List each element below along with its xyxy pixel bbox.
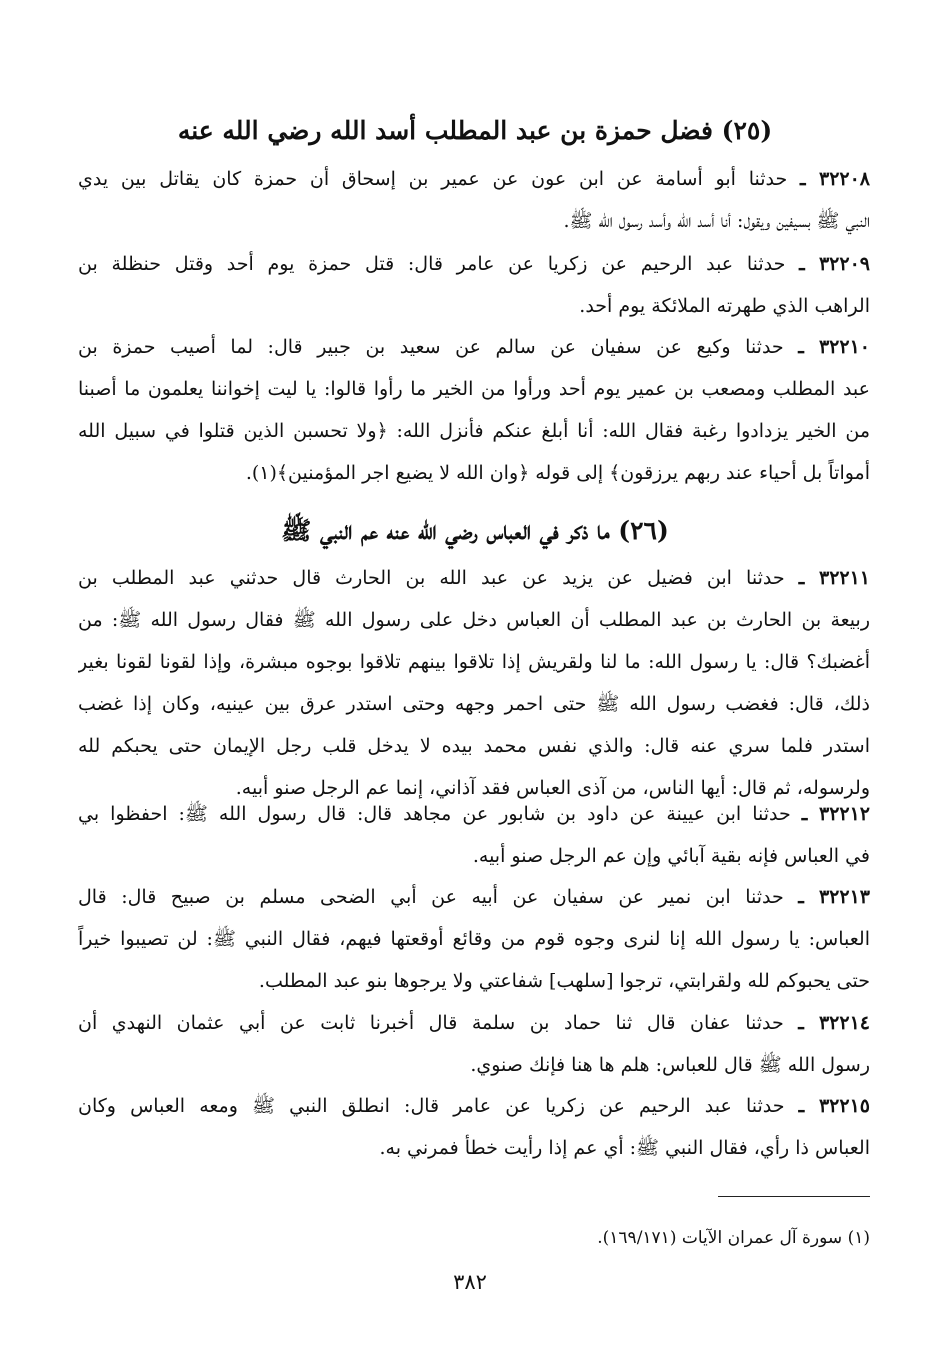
page-number: ٣٨٢ xyxy=(453,1270,487,1294)
hadith-line: استدر فلما سري عنه قال: والذي نفس محمد بيده لا يدخل قلب رجل الإيمان حتى يحبكم لله xyxy=(78,735,870,757)
hadith-line: حتى يحبوكم لله ولقرابتي، ترجوا [سلهب] شفاعتي ولا يرجوها بنو عبد المطلب. xyxy=(258,970,870,992)
hadith-line xyxy=(78,876,870,918)
hadith-32214 xyxy=(78,1002,870,1086)
hadith-32209 xyxy=(78,243,870,327)
hadith-line xyxy=(78,158,870,200)
hadith-line xyxy=(78,1002,870,1044)
hadith-text: حدثنا عبد الرحيم عن زكريا عن عامر قال: انطلق النبي ﷺ ومعه العباس وكان xyxy=(78,1095,785,1117)
hadith-number: ٣٢٢١٥ ـ xyxy=(798,1095,870,1117)
hadith-text: حدثنا ابن فضيل عن يزيد عن عبد الله بن الحارث قال حدثني عبد المطلب بن xyxy=(78,567,785,589)
hadith-text: حدثنا عبد الرحيم عن زكريا عن عامر قال: قتل حمزة يوم أحد وقتل حنظلة بن xyxy=(78,253,786,275)
hadith-text: حدثنا ابن عيينة عن داود بن شابور عن مجاهد قال: قال رسول الله ﷺ: احفظوا بي xyxy=(78,803,791,825)
hadith-line: أمواتاً بل أحياء عند ربهم يرزقون﴾ إلى قوله ﴿وان الله لا يضيع اجر المؤمنين﴾(١). xyxy=(245,462,870,484)
hadith-line: من الخير يزدادوا رغبة فقال الله: أنا أبلغ عنكم فأنزل الله: ﴿ولا تحسبن الذين قتلوا في سبيل الله xyxy=(78,420,870,442)
hadith-line: عبد المطلب ومصعب بن عمير يوم أحد ورأوا من الخير ما رأوا قالوا: يا ليت إخواننا يعلمون ما أصبنا xyxy=(78,378,870,400)
hadith-text: حدثنا عفان قال ثنا حماد بن سلمة قال أخبرنا ثابت عن أبي عثمان النهدي أن xyxy=(78,1012,784,1034)
hadith-number: ٣٢٢١٤ ـ xyxy=(798,1012,870,1034)
section-heading-25: (٢٥) فضل حمزة بن عبد المطلب أسد الله رضي الله عنه xyxy=(177,116,773,145)
footnote: (١) سورة آل عمران الآيات (١٦٩/١٧١). xyxy=(597,1228,870,1248)
hadith-text: حدثنا وكيع عن سفيان عن سالم عن سعيد بن جبير قال: لما أصيب حمزة بن xyxy=(78,336,784,358)
section-heading-26: (٢٦) ما ذكر في العباس رضي الله عنه عم النبي ﷺ xyxy=(281,516,669,545)
hadith-line xyxy=(78,326,870,368)
hadith-number: ٣٢٢١٠ ـ xyxy=(798,336,870,358)
hadith-32212 xyxy=(78,793,870,877)
hadith-line: ولرسوله، ثم قال: أيها الناس، من آذى العباس فقد آذاني، إنما عم الرجل صنو أبيه. xyxy=(235,777,870,799)
hadith-number: ٣٢٢١١ ـ xyxy=(798,567,870,589)
hadith-line: ذلك، قال: فغضب رسول الله ﷺ حتى احمر وجهه وحتى استدر عرق بين عينيه، وكان إذا غضب xyxy=(78,693,870,715)
hadith-number: ٣٢٢١٢ ـ xyxy=(801,803,870,825)
hadith-line: أغضبك؟ قال: يا رسول الله: ما لنا ولقريش إذا تلاقوا بينهم تلاقوا بوجوه مبشرة، وإذا لقونا لقونا بغير xyxy=(78,651,870,673)
hadith-32211 xyxy=(78,557,870,809)
hadith-line xyxy=(78,243,870,285)
hadith-32208 xyxy=(78,158,870,242)
hadith-32210 xyxy=(78,326,870,494)
hadith-line: رسول الله ﷺ قال للعباس: هلم ها هنا فإنك صنوي. xyxy=(470,1054,870,1076)
hadith-line xyxy=(78,557,870,599)
hadith-line xyxy=(78,793,870,835)
hadith-line: العباس ذا رأي، فقال النبي ﷺ: أي عم إذا رأيت خطأ فمرني به. xyxy=(379,1137,870,1159)
hadith-number: ٣٢٢٠٩ ـ xyxy=(799,253,870,275)
hadith-line: العباس: يا رسول الله إنا لنرى وجوه قوم من وقائع أوقعتها فيهم، فقال النبي ﷺ: لن تصيبوا خيراً xyxy=(78,928,870,950)
hadith-line: النبي ﷺ بسيفين ويقول: أنا أسد الله وأسد رسول الله ﷺ. xyxy=(563,210,870,232)
hadith-line xyxy=(78,1085,870,1127)
footnote-divider xyxy=(718,1196,870,1197)
hadith-line: ربيعة بن الحارث بن عبد المطلب أن العباس دخل على رسول الله ﷺ فقال رسول الله ﷺ: من xyxy=(78,609,870,631)
hadith-32213 xyxy=(78,876,870,1002)
hadith-number: ٣٢٢١٣ ـ xyxy=(798,886,870,908)
hadith-text: حدثنا ابن نمير عن سفيان عن أبيه عن أبي الضحى مسلم بن صبيح قال: قال xyxy=(78,886,784,908)
hadith-line: الراهب الذي طهرته الملائكة يوم أحد. xyxy=(579,295,870,317)
hadith-number: ٣٢٢٠٨ ـ xyxy=(800,168,870,190)
hadith-32215 xyxy=(78,1085,870,1169)
hadith-text: حدثنا أبو أسامة عن ابن عون عن عمير بن إسحاق أن حمزة كان يقاتل بين يدي xyxy=(78,168,788,190)
hadith-line: في العباس فإنه بقية آبائي وإن عم الرجل صنو أبيه. xyxy=(472,845,870,867)
